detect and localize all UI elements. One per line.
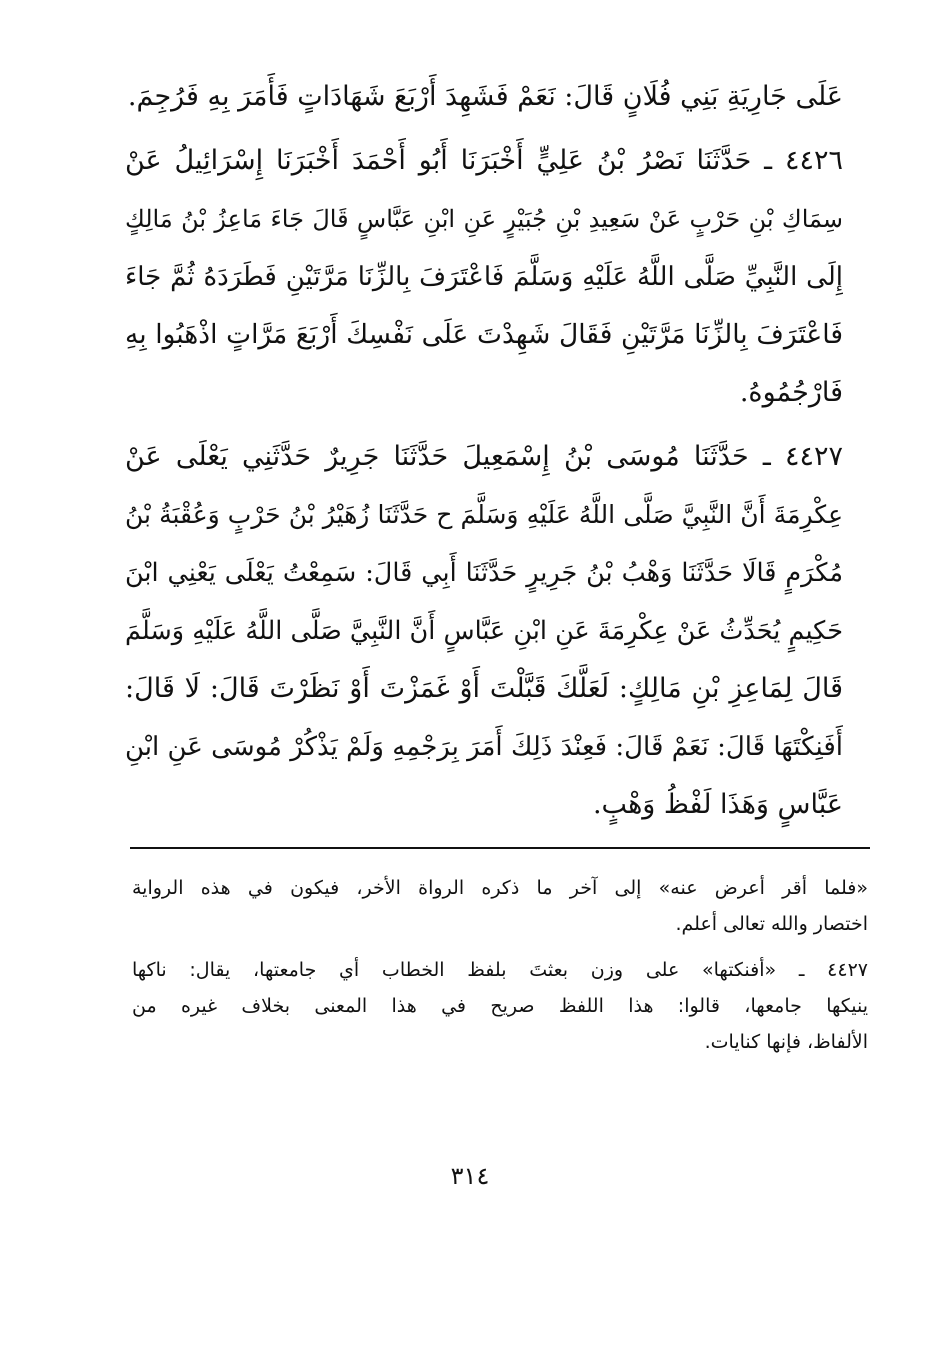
footnote-divider [130, 847, 870, 849]
text-line: أَفَنِكْتَهَا قَالَ: نَعَمْ قَالَ: فَعِنْدَ ذَلِكَ أَمَرَ بِرَجْمِهِ وَلَمْ يَذْكُرْ مُوسَى عَنِ ابْنِ [125, 732, 843, 762]
text-line: عِكْرِمَةَ أَنَّ النَّبِيَّ صَلَّى اللَّهُ عَلَيْهِ وَسَلَّمَ ح حَدَّثَنَا زُهَيْرُ بْنُ حَرْبٍ وَعُقْبَةُ بْنُ [125, 500, 843, 529]
main-text [125, 68, 843, 840]
text-line: قَالَ لِمَاعِزِ بْنِ مَالِكٍ: لَعَلَّكَ قَبَّلْتَ أَوْ غَمَزْتَ أَوْ نَظَرْتَ قَالَ: لَا قَالَ: [125, 673, 843, 704]
text-line: عَلَى جَارِيَةِ بَنِي فُلَانٍ قَالَ: نَعَمْ فَشَهِدَ أَرْبَعَ شَهَادَاتٍ فَأَمَرَ بِهِ فَرُجِمَ. [127, 81, 843, 112]
paragraph-hadith-4427 [125, 428, 843, 834]
text-line: ٤٤٢٧ ـ حَدَّثَنَا مُوسَى بْنُ إِسْمَعِيلَ حَدَّثَنَا جَرِيرٌ حَدَّثَنِي يَعْلَى عَنْ [125, 441, 843, 472]
footnote-paragraph [132, 952, 868, 1060]
footnotes [132, 870, 868, 1070]
text-line: سِمَاكِ بْنِ حَرْبٍ عَنْ سَعِيدِ بْنِ جُبَيْرٍ عَنِ ابْنِ عَبَّاسٍ قَالَ جَاءَ مَاعِزُ بْنُ مَالِكٍ [125, 205, 843, 233]
text-line: عَبَّاسٍ وَهَذَا لَفْظُ وَهْبٍ. [592, 789, 843, 820]
text-line: فَارْجُمُوهُ. [739, 377, 843, 408]
footnote-line: اختصار والله تعالى أعلم. [675, 913, 868, 935]
footnote-line: ٤٤٢٧ ـ «أفنكتها» على وزن بعثتَ بلفظ الخطاب أي جامعتها، يقال: ناكها [132, 959, 868, 981]
paragraph-continuation [125, 68, 843, 126]
paragraph-hadith-4426 [125, 132, 843, 422]
text-line: مُكْرَمٍ قَالَا حَدَّثَنَا وَهْبُ بْنُ جَرِيرٍ حَدَّثَنَا أَبِي قَالَ: سَمِعْتُ يَعْلَى يَعْنِي ابْنَ [125, 558, 843, 588]
text-line: إِلَى النَّبِيِّ صَلَّى اللَّهُ عَلَيْهِ وَسَلَّمَ فَاعْتَرَفَ بِالزِّنَا مَرَّتَيْنِ فَطَرَدَهُ ثُمَّ جَاءَ [125, 262, 843, 292]
text-line: حَكِيمٍ يُحَدِّثُ عَنْ عِكْرِمَةَ عَنِ ابْنِ عَبَّاسٍ أَنَّ النَّبِيَّ صَلَّى اللَّهُ عَلَيْهِ وَسَلَّمَ [125, 616, 843, 646]
footnote-paragraph [132, 870, 868, 942]
page-number: ٣١٤ [450, 1162, 490, 1190]
footnote-line: الألفاظ، فإنها كنايات. [704, 1031, 868, 1053]
footnote-line: ينيكها جامعها، قالوا: هذا اللفظ صريح في هذا المعنى بخلاف غيره من [132, 995, 868, 1017]
footnote-line: «فلما أقر أعرض عنه» إلى آخر ما ذكره الرواة الأخر، فيكون في هذه الرواية [132, 877, 868, 899]
text-line: ٤٤٢٦ ـ حَدَّثَنَا نَصْرُ بْنُ عَلِيٍّ أَخْبَرَنَا أَبُو أَحْمَدَ أَخْبَرَنَا إِسْرَائِيلُ عَنْ [125, 145, 843, 176]
text-line: فَاعْتَرَفَ بِالزِّنَا مَرَّتَيْنِ فَقَالَ شَهِدْتَ عَلَى نَفْسِكَ أَرْبَعَ مَرَّاتٍ اذْهَبُوا بِهِ [125, 319, 843, 350]
